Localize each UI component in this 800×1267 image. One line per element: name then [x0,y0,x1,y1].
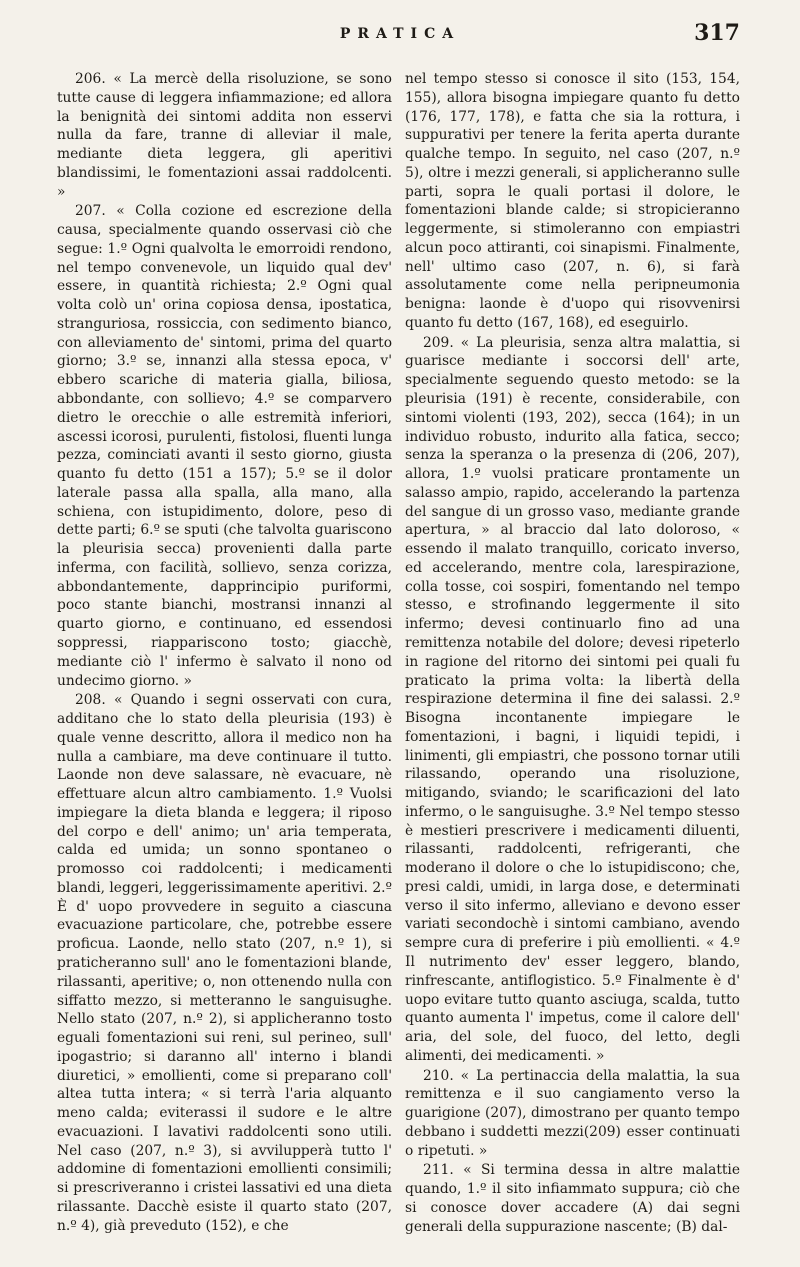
paragraph-207: 207. « Colla cozione ed escrezione della causa, specialmente quando osservasi ciò che segue: 1.º Ogni qualvolta le emorroidi rendono, nel tempo convenevole, un liquido qual dev' essere, in quantità richiesta; 2.º Ogni qual volta colò un' orina copiosa densa, ipostatica, stranguriosa, rossiccia, con sedimento bianco, con alleviamento de' sintomi, prima del quarto giorno; 3.º se, innanzi alla stessa epoca, v' ebbero scariche di materia gialla, biliosa, abbondante, con sollievo; 4.º se comparvero dietro le orecchie o alle estremità inferiori, ascessi icorosi, purulenti, fistolosi, fluenti lunga pezza, cominciati avanti il sesto giorno, giusta quanto fu detto (151 a 157); 5.º se il dolor laterale passa alla spalla, alla mano, alla schiena, con istupidimento, dolore, peso di dette parti; 6.º se sputi (che talvolta guariscono la pleurisia secca) provenienti dalla parte inferma, con facilità, sollievo, senza corizza, abbondantemente, dapprincipio puriformi, poco stante bianchi, mostransi innanzi al quarto giorno, e continuano, ed essendosi soppressi, riappariscono tosto; giacchè, mediante ciò l' infermo è salvato il nono od undecimo giorno. » [57,203,392,689]
running-head: PRATICA [339,26,461,42]
paragraph-211: 211. « Si termina dessa in altre malattie quando, 1.º il sito infiammato suppura; ciò che si conosce dover accadere (A) dai segni generali della suppurazione nascente; (B) dal- [405,1162,740,1235]
paragraph-210: 210. « La pertinaccia della malattia, la sua remittenza e il suo cangiamento verso la guarigione (207), dimostrano per quanto tempo debbano i suddetti mezzi(209) esser continuati o ripetuti. » [405,1067,740,1159]
left-column [57,70,392,1250]
right-column [405,70,740,1250]
page-number: 317 [694,20,740,46]
page-header [60,14,740,48]
paragraph-206: 206. « La mercè della risoluzione, se sono tutte cause di leggera infiammazione; ed allora la benignità dei sintomi addita non esservi nulla da fare, tranne di alleviar il male, mediante dieta leggera, gli aperitivi blandissimi, le fomentazioni assai raddolcenti. » [57,71,392,200]
paragraph-208: 208. « Quando i segni osservati con cura, additano che lo stato della pleurisia (193) è quale venne descritto, allora il medico non ha nulla a cambiare, ma deve continuare il tutto. Laonde non deve salassare, nè evacuare, nè effettuare alcun altro cambiamento. 1.º Vuolsi impiegare la dieta blanda e leggera; il riposo del corpo e dell' animo; un' aria temperata, calda ed umida; un sonno spontaneo o promosso coi raddolcenti; i medicamenti blandi, leggeri, leggerissimamente aperitivi. 2.º È d' uopo provvedere in seguito a ciascuna evacuazione particolare, che, potrebbe essere proficua. Laonde, nello stato (207, n.º 1), si praticheranno sull' ano le fomentazioni blande, rilassanti, aperitive; o, non ottenendo nulla con siffatto mezzo, si metteranno le sanguisughe. Nello stato (207, n.º 2), si applicheranno tosto eguali fomentazioni sui reni, sul perineo, sull' ipogastrio; si daranno all' interno i blandi diuretici, » emollienti, come si preparano coll' altea tutta intera; « si terrà l'aria alquanto meno calda; eviterassi il sudore e le altre evacuazioni. I lavativi raddolcenti sono utili. Nel caso (207, n.º 3), si avvilupperà tutto l' addomine di fomentazioni emollienti consimili; si prescriveranno i cristei lassativi ed una dieta rilassante. Dacchè esiste il quarto stato (207, n.º 4), già preveduto (152), e che [57,692,392,1234]
paragraph-208-continued: nel tempo stesso si conosce il sito (153, 154, 155), allora bisogna impiegare quanto fu detto (176, 177, 178), e fatta che sia la rottura, i suppurativi per tenere la ferita aperta durante qualche tempo. In seguito, nel caso (207, n.º 5), oltre i mezzi generali, si applicheranno sulle parti, sopra le quali portasi il dolore, le fomentazioni blande calde; si stropicieranno leggermente, si stimoleranno con empiastri alcun poco attiranti, coi sinapismi. Finalmente, nell' ultimo caso (207, n. 6), si farà assolutamente come nella peripneumonia benigna: laonde è d'uopo qui risovvenirsi quanto fu detto (167, 168), ed eseguirlo. [405,71,740,331]
paragraph-209: 209. « La pleurisia, senza altra malattia, si guarisce mediante i soccorsi dell' arte, specialmente seguendo questo metodo: se la pleurisia (191) è recente, considerabile, con sintomi violenti (193, 202), secca (164); in un individuo robusto, indurito alla fatica, secco; senza la speranza o la presenza di (206, 207), allora, 1.º vuolsi praticare prontamente un salasso ampio, rapido, accelerando la partenza del sangue di un grosso vaso, mediante grande apertura, » al braccio dal lato doloroso, « essendo il malato tranquillo, coricato inverso, ed accelerando, mentre cola, larespirazione, colla tosse, coi sospiri, fomentando nel tempo stesso, e strofinando leggermente il sito infermo; devesi continuarlo fino ad una remittenza notabile del dolore; devesi ripeterlo in ragione del ritorno dei sintomi pei quali fu praticato la prima volta: la libertà della respirazione determina il fine dei salassi. 2.º Bisogna incontanente impiegare le fomentazioni, i bagni, i liquidi tepidi, i linimenti, gli empiastri, che possono tornar utili rilassando, operando una risoluzione, mitigando, sviando; le scarificazioni del lato infermo, o le sanguisughe. 3.º Nel tempo stesso è mestieri prescrivere i medicamenti diluenti, rilassanti, raddolcenti, refrigeranti, che moderano il dolore o che lo istupidiscono; che, presi caldi, umidi, in larga dose, e determinati verso il sito infermo, alleviano e devono esser variati secondochè i sintomi cambiano, avendo sempre cura di preferire i più emollienti. « 4.º Il nutrimento dev' esser leggero, blando, rinfrescante, antiflogistico. 5.º Finalmente è d' uopo evitare tutto quanto asciuga, scalda, tutto quanto aumenta l' impetus, come il calore dell' aria, del sole, del fuoco, del letto, degli alimenti, dei medicamenti. » [405,334,740,1064]
